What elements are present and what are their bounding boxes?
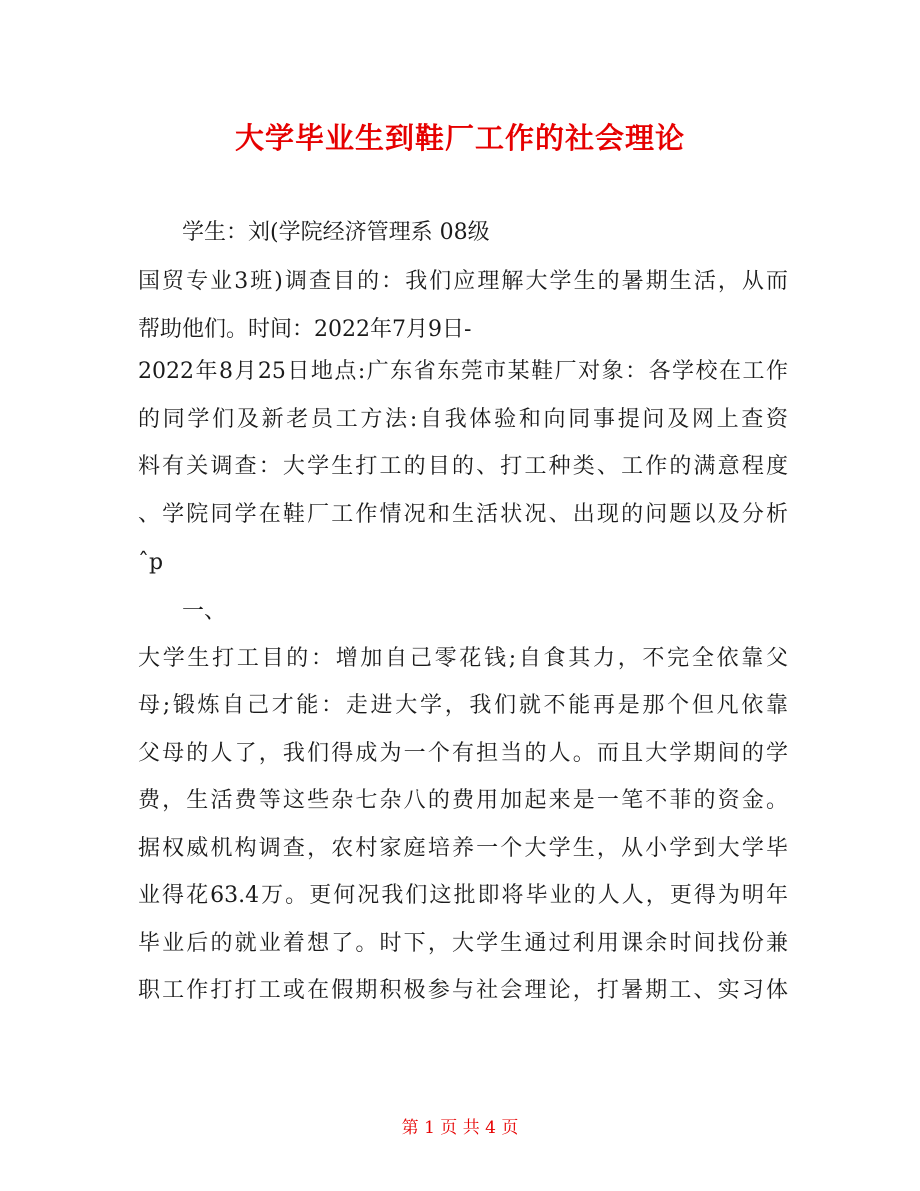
body-line-15: 毕业后的就业着想了。时下，大学生通过利用课余时间找份兼	[138, 931, 788, 956]
body-line-7: 、学院同学在鞋厂工作情况和生活状况、出现的问题以及分析	[138, 502, 788, 527]
body-line-1: 学生：刘(学院经济管理系 08级	[182, 220, 490, 245]
body-line-3: 帮助他们。时间：2022年7月9日-	[138, 317, 472, 342]
body-line-6: 料有关调查：大学生打工的目的、打工种类、工作的满意程度	[138, 454, 788, 479]
body-line-16: 职工作打打工或在假期积极参与社会理论，打暑期工、实习体	[138, 978, 788, 1003]
body-line-9: 大学生打工目的：增加自己零花钱;自食其力，不完全依靠父	[138, 646, 788, 671]
body-line-12: 费，生活费等这些杂七杂八的费用加起来是一笔不菲的资金。	[138, 788, 788, 813]
body-line-13: 据权威机构调查，农村家庭培养一个大学生，从小学到大学毕	[138, 836, 788, 861]
section-heading: 一、	[182, 599, 227, 624]
body-line-4: 2022年8月25日地点:广东省东莞市某鞋厂对象：各学校在工作	[138, 359, 788, 384]
body-line-2: 国贸专业3班)调查目的：我们应理解大学生的暑期生活，从而	[138, 269, 788, 294]
body-line-11: 父母的人了，我们得成为一个有担当的人。而且大学期间的学	[138, 741, 788, 766]
body-line-5: 的同学们及新老员工方法:自我体验和向同事提问及网上查资	[138, 407, 788, 432]
page-footer: 第 1 页 共 4 页	[401, 1118, 519, 1138]
body-line-14: 业得花63.4万。更何况我们这批即将毕业的人人，更得为明年	[138, 883, 788, 908]
body-line-8: ˆp	[138, 550, 164, 575]
body-line-10: 母;锻炼自己才能：走进大学，我们就不能再是那个但凡依靠	[138, 693, 788, 718]
document-title: 大学毕业生到鞋厂工作的社会理论	[234, 121, 685, 155]
